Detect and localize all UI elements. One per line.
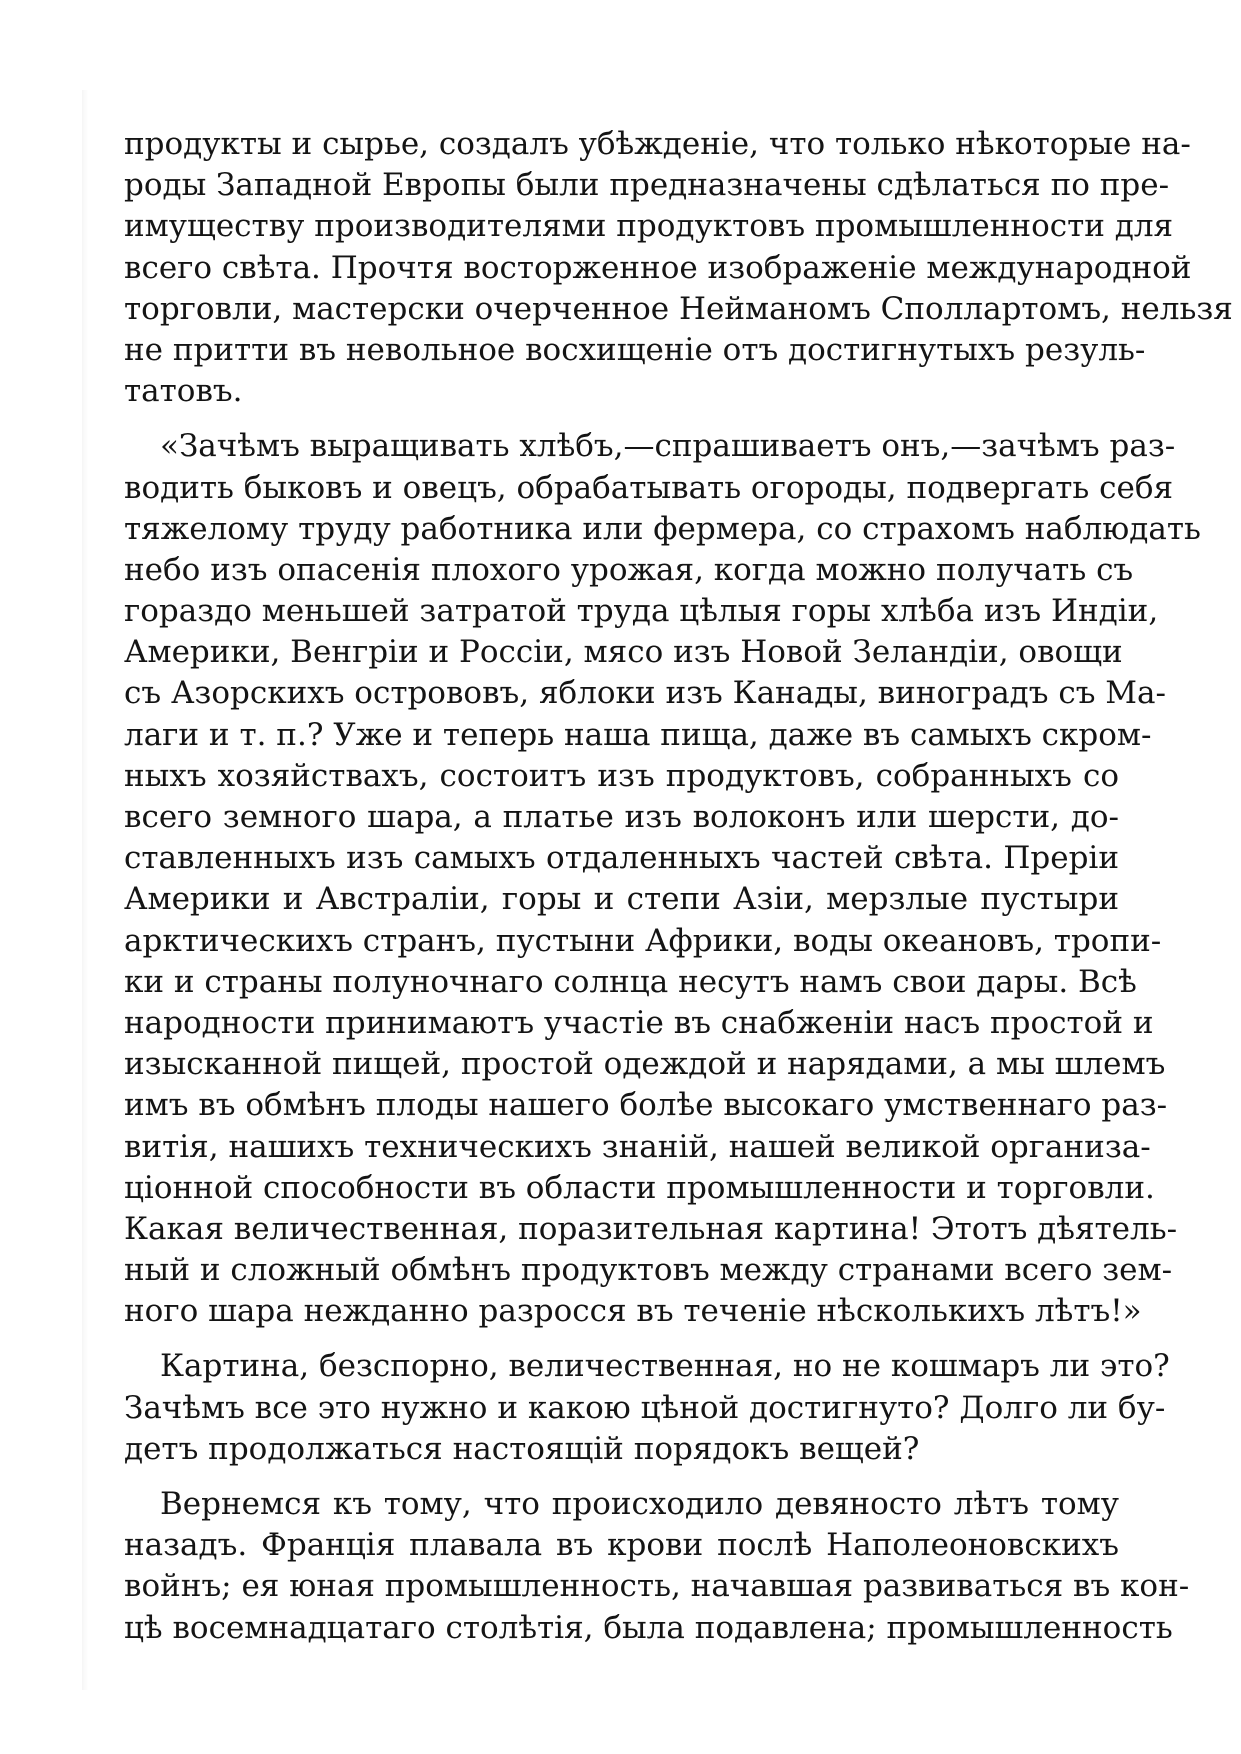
- paragraph-1: [124, 124, 1233, 412]
- text-line: Америки и Австраліи, горы и степи Азіи, мерзлые пустыри: [124, 881, 1119, 918]
- text-line: ныхъ хозяйствахъ, состоитъ изъ продуктовъ, собранныхъ со: [124, 757, 1119, 794]
- text-line: ный и сложный обмѣнъ продуктовъ между странами всего зем-: [124, 1252, 1173, 1289]
- text-line: торговли, мастерски очерченное Нейманомъ Споллартомъ, нельзя: [124, 290, 1233, 327]
- text-line: водить быковъ и овецъ, обрабатывать огороды, подвергать себя: [124, 469, 1174, 506]
- text-line: народности принимаютъ участіе въ снабженіи насъ простой и: [124, 1004, 1154, 1041]
- text-line: имуществу производителями продуктовъ промышленности для: [124, 208, 1174, 245]
- paragraph-4: [124, 1484, 1190, 1649]
- text-line: ставленныхъ изъ самыхъ отдаленныхъ частей свѣта. Преріи: [124, 840, 1119, 877]
- text-line: Америки, Венгріи и Россіи, мясо изъ Новой Зеландіи, овощи: [124, 634, 1123, 671]
- text-line: «Зачѣмъ выращивать хлѣбъ,—спрашиваетъ онъ,—зачѣмъ раз-: [160, 428, 1176, 465]
- text-line: изысканной пищей, простой одеждой и нарядами, а мы шлемъ: [124, 1046, 1166, 1083]
- text-line: всего свѣта. Прочтя восторженное изображеніе международной: [124, 249, 1192, 286]
- scan-shadow: [82, 90, 88, 1690]
- text-line: Какая величественная, поразительная картина! Этотъ дѣятель-: [124, 1210, 1178, 1247]
- text-line: тяжелому труду работника или фермера, со страхомъ наблюдать: [124, 510, 1201, 547]
- text-line: небо изъ опасенія плохого урожая, когда можно получать съ: [124, 551, 1134, 588]
- text-line: роды Западной Европы были предназначены сдѣлаться по пре-: [124, 167, 1170, 204]
- text-line: съ Азорскихъ острововъ, яблоки изъ Канады, виноградъ съ Ма-: [124, 675, 1166, 712]
- text-line: назадъ. Франція плавала въ крови послѣ Наполеоновскихъ: [124, 1527, 1119, 1564]
- text-line: Зачѣмъ все это нужно и какою цѣной достигнуто? Долго ли бу-: [124, 1389, 1166, 1426]
- paragraph-3: [124, 1346, 1170, 1470]
- text-line: гораздо меньшей затратой труда цѣлыя горы хлѣба изъ Индіи,: [124, 593, 1159, 630]
- text-line: Вернемся къ тому, что происходило девяносто лѣтъ тому: [160, 1486, 1119, 1522]
- text-line: ціонной способности въ области промышленности и торговли.: [124, 1169, 1155, 1206]
- paragraph-2: [124, 426, 1201, 1332]
- text-line: татовъ.: [124, 373, 243, 410]
- text-line: ного шара нежданно разросся въ теченіе нѣсколькихъ лѣтъ!»: [124, 1293, 1142, 1330]
- text-line: имъ въ обмѣнъ плоды нашего болѣе высокаго умственнаго раз-: [124, 1087, 1168, 1124]
- text-line: цѣ восемнадцатаго столѣтія, была подавлена; промышленность: [124, 1609, 1173, 1646]
- text-line: войнъ; ея юная промышленность, начавшая развиваться въ кон-: [124, 1568, 1190, 1605]
- text-line: ки и страны полуночнаго солнца несутъ намъ свои дары. Всѣ: [124, 963, 1137, 1000]
- text-line: не притти въ невольное восхищеніе отъ достигнутыхъ резуль-: [124, 331, 1146, 368]
- text-line: витія, нашихъ техническихъ знаній, нашей великой организа-: [124, 1128, 1151, 1165]
- text-line: продукты и сырье, создалъ убѣжденіе, что только нѣкоторые на-: [124, 126, 1191, 162]
- text-line: арктическихъ странъ, пустыни Африки, воды океановъ, тропи-: [124, 922, 1162, 959]
- text-line: лаги и т. п.? Уже и теперь наша пища, даже въ самыхъ скром-: [124, 716, 1152, 753]
- text-line: детъ продолжаться настоящій порядокъ вещей?: [124, 1430, 920, 1467]
- text-line: всего земного шара, а платье изъ волоконъ или шерсти, до-: [124, 799, 1119, 835]
- page-text: [124, 124, 1233, 1663]
- text-line: Картина, безспорно, величественная, но не кошмаръ ли это?: [160, 1348, 1170, 1385]
